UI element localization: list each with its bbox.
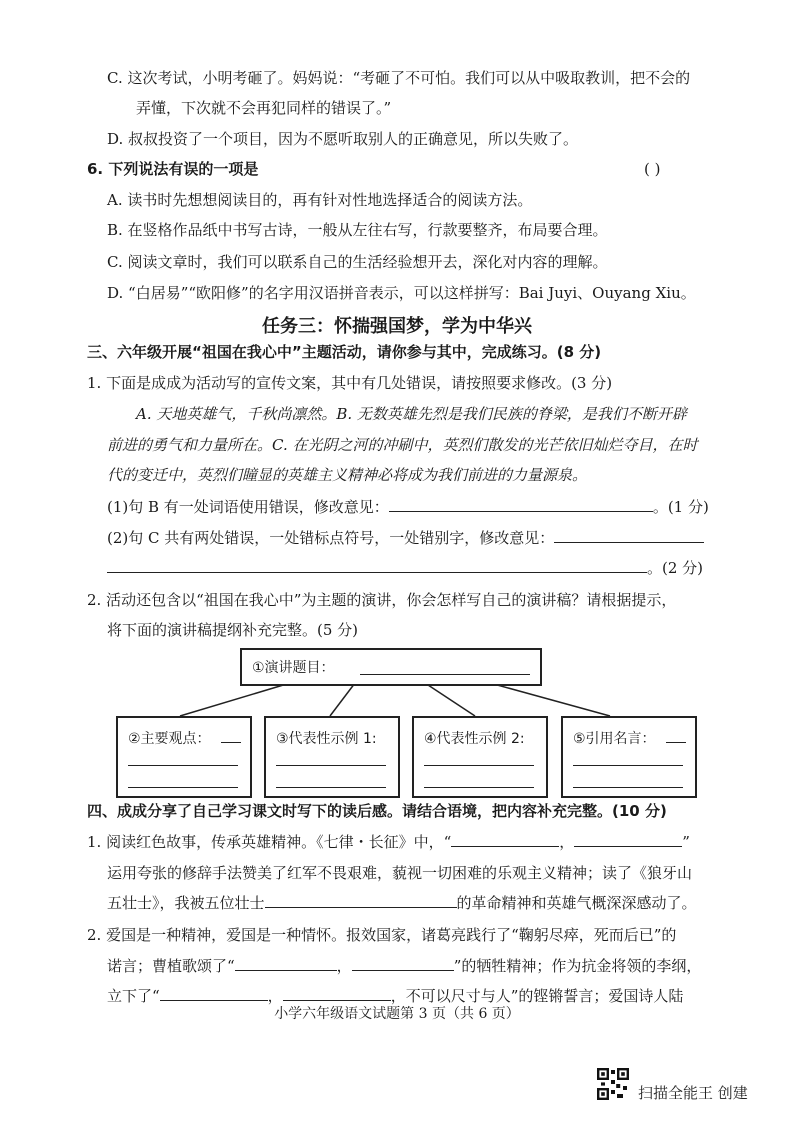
s4-q2-blank-1[interactable] <box>235 956 337 971</box>
q5-option-c-line1: C. 这次考试，小明考砸了。妈妈说：“考砸了不可怕。我们可以从中吸取教训，把不会的 <box>107 69 691 87</box>
s3-passage-line3: 代的变迁中，英烈们瞳显的英雄主义精神必将成为我们前进的力量源泉。 <box>107 466 588 484</box>
outline-box-quote <box>561 716 697 798</box>
s4-q2-blank-4[interactable] <box>283 986 391 1001</box>
connector-4 <box>490 683 610 716</box>
s4-q1-line1 <box>87 832 690 852</box>
section3-heading: 三、六年级开展“祖国在我心中”主题活动，请你参与其中，完成练习。(8 分) <box>87 343 602 361</box>
outline-main-point-blank-1[interactable] <box>221 742 241 743</box>
s4-q1-blank-2[interactable] <box>574 832 682 847</box>
s3-passage-line2: 前进的勇气和力量所在。C. 在光阴之河的冲刷中，英烈们散发的光芒依旧灿烂夺目，在时 <box>107 436 698 454</box>
s3-sub1-prompt: (1)句 B 有一处词语使用错误，修改意见： <box>107 498 389 516</box>
s4-q1-blank-3[interactable] <box>265 893 457 908</box>
connector-2 <box>330 683 355 716</box>
scanner-watermark-text: 扫描全能王 创建 <box>638 1084 748 1102</box>
s4-q1-text-c: 五壮士》，我被五位壮士 <box>107 894 265 912</box>
outline-title-blank[interactable] <box>360 674 530 675</box>
outline-example-1-label: ③代表性示例 1: <box>276 731 377 747</box>
s3-q2-line1: 2. 活动还包含以“祖国在我心中”为主题的演讲，你会怎样写自己的演讲稿？请根据提示， <box>87 591 677 609</box>
outline-example-2-blank-1[interactable] <box>424 765 534 766</box>
outline-main-point-blank-2[interactable] <box>128 765 238 766</box>
outline-example-1-blank-2[interactable] <box>276 787 386 788</box>
outline-main-point-blank-3[interactable] <box>128 787 238 788</box>
q6-stem: 6. 下列说法有误的一项是 <box>87 160 259 178</box>
s4-q2-blank-2[interactable] <box>352 956 454 971</box>
outline-quote-blank-2[interactable] <box>573 765 683 766</box>
s4-q2-line2 <box>107 956 701 976</box>
s3-sub2-score: 。(2 分) <box>647 559 704 577</box>
connector-1 <box>180 683 290 716</box>
s3-passage-line1: A. 天地英雄气，千秋尚凛然。B. 无数英雄先烈是我们民族的脊梁，是我们不断开辟 <box>136 405 687 423</box>
s4-q1-line3 <box>107 893 697 913</box>
q5-option-d: D. 叔叔投资了一个项目，因为不愿听取别人的正确意见，所以失败了。 <box>107 130 579 148</box>
s4-q2-blank-3[interactable] <box>160 986 268 1001</box>
s4-q2-line1: 2. 爱国是一种精神，爱国是一种情怀。报效国家，诸葛亮践行了“鞠躬尽瘁，死而后已”的 <box>87 926 677 944</box>
outline-main-point-label: ②主要观点： <box>128 731 211 747</box>
outline-box-main-point <box>116 716 252 798</box>
outline-box-example-2 <box>412 716 548 798</box>
s3-q2-line2: 将下面的演讲稿提纲补充完整。(5 分) <box>107 621 359 639</box>
s3-sub1-score: 。(1 分) <box>652 498 709 516</box>
s4-q2-text-c: 立下了“ <box>107 987 160 1005</box>
s4-q1-blank-1[interactable] <box>451 832 559 847</box>
outline-title-label: ①演讲题目： <box>252 660 335 676</box>
section4-heading: 四、成成分享了自己学习课文时写下的读后感。请结合语境，把内容补充完整。(10 分) <box>87 802 667 820</box>
outline-example-2-label: ④代表性示例 2: <box>424 731 525 747</box>
page-footer: 小学六年级语文试题第 3 页（共 6 页） <box>274 1006 520 1022</box>
q5-option-c-line2: 弄懂，下次就不会再犯同样的错误了。” <box>136 99 392 117</box>
s4-q1-line2: 运用夸张的修辞手法赞美了红军不畏艰难，藐视一切困难的乐观主义精神；读了《狼牙山 <box>107 864 693 882</box>
q6-answer-bracket: ( ) <box>644 160 661 178</box>
s4-q1-text-a: 1. 阅读红色故事，传承英雄精神。《七律・长征》中，“ <box>87 833 452 851</box>
outline-example-1-blank-1[interactable] <box>276 765 386 766</box>
s4-q2-text-a: 诺言；曹植歌颂了“ <box>107 957 235 975</box>
connector-3 <box>425 683 475 716</box>
outline-example-2-blank-2[interactable] <box>424 787 534 788</box>
s4-q1-close-quote: ” <box>682 833 690 851</box>
s4-q1-text-d: 的革命精神和英雄气概深深感动了。 <box>456 894 697 912</box>
task3-title: 任务三：怀揣强国梦，学为中华兴 <box>262 316 532 337</box>
q6-option-c: C. 阅读文章时，我们可以联系自己的生活经验想开去，深化对内容的理解。 <box>107 253 608 271</box>
outline-box-title <box>240 648 542 686</box>
s4-q2-comma: ， <box>336 957 352 975</box>
outline-box-example-1 <box>264 716 400 798</box>
outline-quote-label: ⑤引用名言： <box>573 731 656 747</box>
q6-option-d: D. “白居易”“欧阳修”的名字用汉语拼音表示，可以这样拼写：Bai Juyi、Ouyang Xiu。 <box>107 284 696 302</box>
s3-sub2-prompt: (2)句 C 共有两处错误，一处错标点符号，一处错别字，修改意见： <box>107 529 555 547</box>
outline-quote-blank-3[interactable] <box>573 787 683 788</box>
s4-q2-comma-2: ， <box>267 987 283 1005</box>
s4-q1-comma: ， <box>559 833 575 851</box>
s3-q1-stem: 1. 下面是成成为活动写的宣传文案，其中有几处错误，请按照要求修改。(3 分) <box>87 374 613 392</box>
s4-q2-text-d: ，不可以尺寸与人”的铿锵誓言；爱国诗人陆 <box>390 987 684 1005</box>
q6-option-a: A. 读书时先想想阅读目的，再有针对性地选择适合的阅读方法。 <box>107 191 533 209</box>
outline-quote-blank-1[interactable] <box>666 742 686 743</box>
q6-option-b: B. 在竖格作品纸中书写古诗，一般从左往右写，行款要整齐，布局要合理。 <box>107 221 608 239</box>
s4-q2-text-b: ”的牺牲精神；作为抗金将领的李纲， <box>453 957 702 975</box>
qr-code-icon <box>597 1068 629 1100</box>
